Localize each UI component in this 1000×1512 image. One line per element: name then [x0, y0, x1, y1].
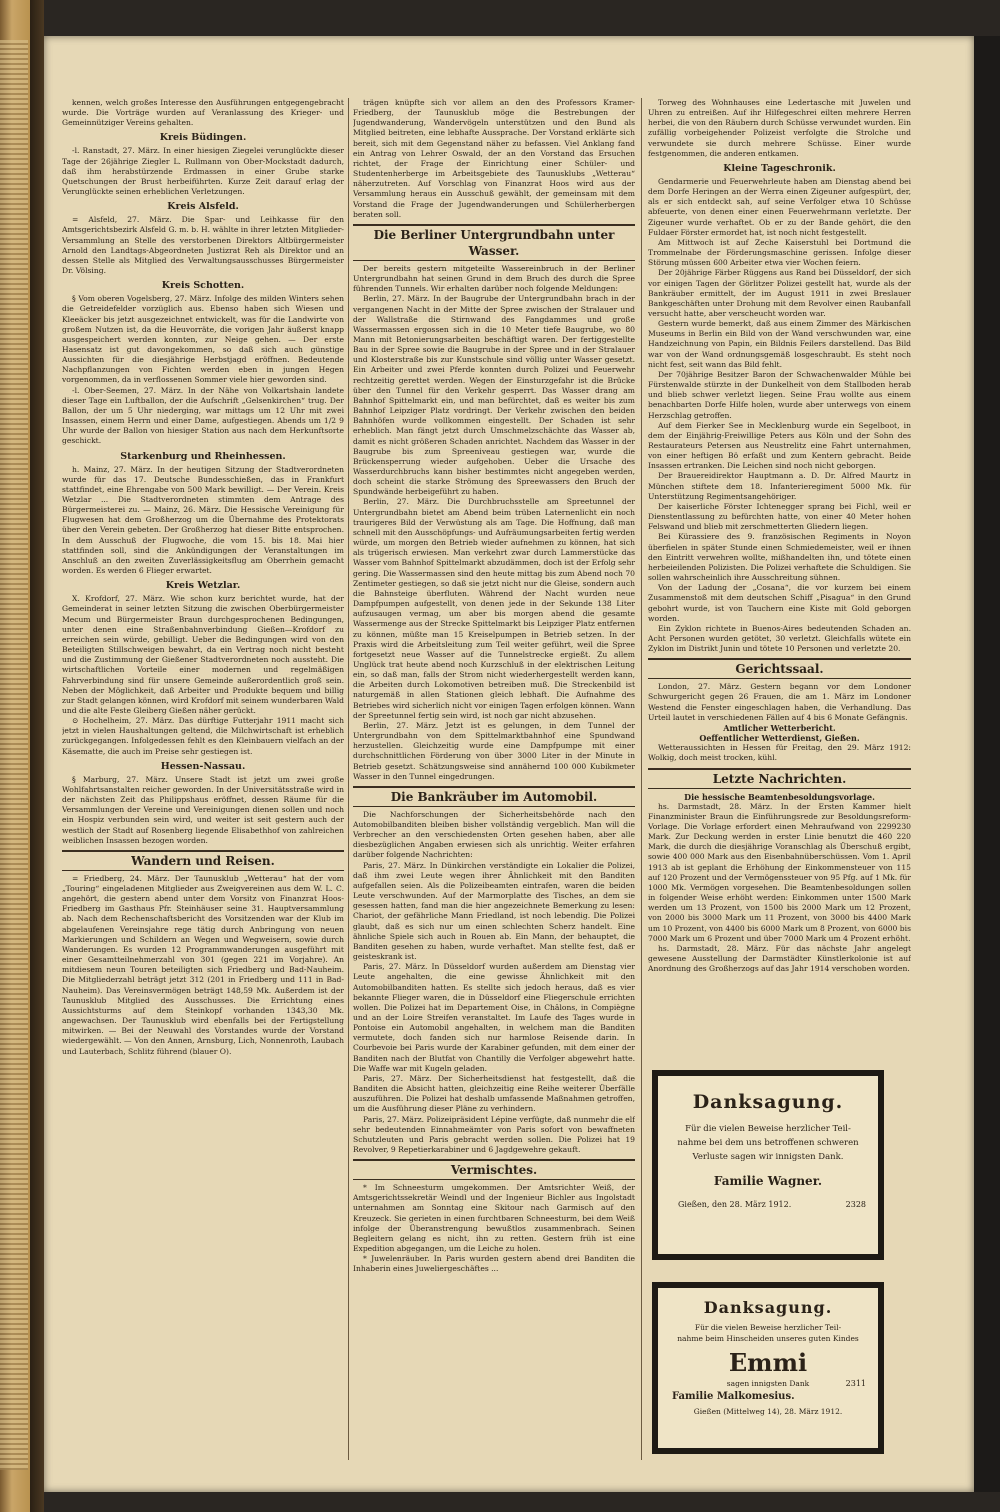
paragraph: hs. Darmstadt, 28. März. Für das nächste Jahr angelegt gewesene Ausstellung der Darmstädter Künstlerkolonie ist auf Anordnung des Großherzogs auf das Jahr 1914 verschoben worden.: [648, 943, 911, 974]
paragraph: Die Nachforschungen der Sicherheitsbehörde nach den Automobilbanditen bleiben bisher vollständig vergeblich. Man will die Verbrecher an den verschiedensten Orten gesehen haben, aber alle diesbezüglichen Angaben erwiesen sich als unrichtig. Weiter erfahren darüber folgende Nachrichten:: [353, 809, 635, 860]
paragraph: Paris, 27. März. In Düsseldorf wurden außerdem am Dienstag vier Leute angehalten, die eine gewisse Ähnlichkeit mit den Automobilbanditen hatten. Es stellte sich jedoch heraus, daß es vier bekannte Flieger waren, die in Düsseldorf eine Fliegerschule errichten wollen. Die Polizei hat im Departement Oise, in Châlons, in Compiègne und an der Loire Streifen veranstaltet. Im Laufe des Tages wurde in Pontoise ein Automobil angehalten, in welchem man die Banditen vermutete, doch fanden sich nur harmlose Reisende darin. In Courbevoie bei Paris wurde der Karabiner gefunden, mit dem einer der Banditen nach der Blutfat von Chantilly die Verfolger abgewehrt hatte. Die Waffe war mit Kugeln geladen.: [353, 962, 635, 1073]
notice-number: 2311: [845, 1379, 866, 1388]
column-3: [648, 98, 911, 1058]
paragraph: h. Mainz, 27. März. In der heutigen Sitzung der Stadtverordneten wurde für das 17. Deutsche Bundesschießen, das in Frankfurt stattfindet, eine Ehrengabe von 500 Mark bewilligt. — Der Verein. Kreis Wetzlar ... Die Stadtverordneten stimmten dem Antrage des Bürgermeisterei zu. — Mainz, 26. März. Die Hessische Vereinigung für Flugwesen hat dem Großherzog um die Übernahme des Protektorats über den Verein gebeten. Der Großherzog hat dieser Bitte entsprochen. In dem Ausschuß der Flugwoche, die vom 15. bis 18. Mai hier stattfinden soll, sind die Ankündigungen der Veranstaltungen im Anschluß an den zweiten Zuverlässigkeitsflug am Oberrhein gemacht worden. Es werden 6 Flieger erwartet.: [62, 464, 344, 576]
paragraph: § Marburg, 27. März. Unsere Stadt ist jetzt um zwei große Wohlfahrtsanstalten reicher geworden. In der Universitätsstraße wird in der nächsten Zeit das Philippshaus eröffnet, dessen Räume für die Versammlungen der Vereine und Vereinigungen dienen sollen und noch ein Hospiz verbunden sein wird, und weiter ist seit gestern auch der westlich der Stadt auf Rosenberg liegende Elisabethhof von zahlreichen weiblichen Insassen bezogen worden.: [62, 774, 344, 845]
paragraph: Gestern wurde bemerkt, daß aus einem Zimmer des Märkischen Museums in Berlin ein Bild von der Wand verschwunden war, eine Handzeichnung von Papin, ein Bildnis Feilers darstellend. Das Bild war von der Wand ordnungsgemäß losgeschraubt. Es steht noch nicht fest, seit wann das Bild fehlt.: [648, 319, 911, 369]
adjacent-page-edge: [0, 40, 28, 1470]
notice-text: Für die vielen Beweise herzlicher Teil-: [694, 1323, 842, 1332]
notice-number: 2328: [845, 1200, 866, 1209]
weather-report: Wetteraussichten in Hessen für Freitag, den 29. März 1912: Wolkig, doch meist trocken, kühl.: [648, 743, 911, 763]
notice-place-date: Gießen (Mittelweg 14), 28. März 1912.: [693, 1407, 843, 1416]
paragraph: Der 70jährige Besitzer Baron der Schwachenwalder Mühle bei Fürstenwalde stürzte in der Dunkelheit von dem Stallboden herab und blieb schwer verletzt liegen. Seine Frau wollte aus einem benachbarten Dorfe Hilfe holen, wurde aber unterwegs von einem Herzschlag getroffen.: [648, 369, 911, 420]
paragraph: * Juwelenräuber. In Paris wurden gestern abend drei Banditen die Inhaberin eines Juweliergeschäftes ...: [353, 1254, 635, 1274]
paragraph: Gendarmerie und Feuerwehrleute haben am Dienstag abend bei dem Dorfe Heringen an der Werra einen Zigeuner aufgespürt, der, als er sich entdeckt sah, auf seine Verfolger etwa 10 Schüsse abfeuerte, von denen einer einen Feuerwehrmann verletzte. Der Zigeuner wurde verhaftet. Ob er zu der Bande gehört, die den Fuldaer Förster ermordet hat, ist noch nicht festgestellt.: [648, 176, 911, 237]
notice-text: nahme beim Hinscheiden unseres guten Kindes: [677, 1334, 859, 1343]
district-heading: Hessen-Nassau.: [160, 760, 246, 772]
notice-text: sagen innigsten Dank: [726, 1379, 810, 1388]
paragraph: London, 27. März. Gestern begann vor dem Londoner Schwurgericht gegen 26 Frauen, die am 1. März im Londoner Westend die Fenster eingeschlagen haben, die Verhandlung. Das Urteil lautet in verschiedenen Fällen auf 4 bis 6 Monate Gefängnis.: [648, 682, 911, 722]
column-rule: [641, 98, 642, 1460]
notice-child-name: Emmi: [728, 1348, 808, 1377]
section-heading: Die Berliner Untergrundbahn unter Wasser.: [353, 224, 635, 261]
paragraph: Auf dem Fierker See in Mecklenburg wurde ein Segelboot, in dem der Einjährig-Freiwillige Peters aus Köln und der Sohn des Restaurateurs Petersen aus Neustrelitz eine Fahrt unternahmen, von einer heftigen Bö erfaßt und zum Kentern gebracht. Beide Insassen ertranken. Die Leichen sind noch nicht geborgen.: [648, 420, 911, 471]
notice-title: Danksagung.: [692, 1091, 844, 1113]
paragraph: Ein Zyklon richtete in Buenos-Aires bedeutenden Schaden an. Acht Personen wurden getötet, 30 verletzt. Gleichfalls wütete ein Zyklon im Distrikt Junin und tötete 10 Personen und verletzte 20.: [648, 623, 911, 654]
paragraph: Der 20jährige Färber Rüggens aus Rand bei Düsseldorf, der sich vor einigen Tagen der Görlitzer Polizei gestellt hat, wurde als der Bankräuber ermittelt, der im August 1911 in zwei Breslauer Bankgeschäften unter Drohung mit dem Revolver einen Raubanfall versucht hatte, aber verscheucht worden war.: [648, 268, 911, 318]
section-heading: Vermischtes.: [353, 1159, 635, 1180]
notice-text: nahme bei dem uns betroffenen schweren: [677, 1138, 859, 1148]
notice-title: Danksagung.: [703, 1298, 833, 1317]
paragraph: Der Brauereidirektor Hauptmann a. D. Dr. Alfred Maurtz in München stiftete dem 18. Infanterieregiment 5000 Mk. für Unterstützung Regimentsangehöriger.: [648, 471, 911, 501]
paragraph: = Alsfeld, 27. März. Die Spar- und Leihkasse für den Amtsgerichtsbezirk Alsfeld G. m. b. H. wählte in ihrer letzten Mitglieder-Versammlung an Stelle des verstorbenen Direktors Altbürgermeister Arnold den Landtags-Abgeordneten Justizrat Reh als Direktor und an dessen Stelle als Mitglied des Verwaltungsausschusses Bürgermeister Dr. Völsing.: [62, 215, 344, 276]
notice-text-row: [658, 1378, 878, 1389]
paragraph: trägen knüpfte sich vor allem an den des Professors Kramer-Friedberg, der Taunusklub möge die Bestrebungen der Jugendwanderung, Wandervögeln unterstützen und den Bund als Mitglied beitreten, eine lebhafte Aussprache. Der Vorstand erklärte sich bereit, sich mit dem Gegenstand näher zu befassen. Viel Anklang fand ein Antrag von Lehrer Oswald, der an den Vorstand das Ersuchen richtet, der Frage der Einrichtung einer Schüler- und Studentenherberge im Arbeitsgebiete des Taunusklubs „Wetterau“ näherzutreten. Auf Vorschlag von Finanzrat Hoos wird aus der Versammlung heraus ein Ausschuß gewählt, der gemeinsam mit dem Vorstand die Frage der Jugendwanderungen und Schülerherbergen beraten soll.: [353, 98, 635, 219]
section-heading: Gerichtssaal.: [648, 658, 911, 679]
district-heading: Kreis Wetzlar.: [165, 580, 241, 592]
column-1: [62, 98, 344, 1460]
thanks-notice-wagner: [652, 1070, 884, 1260]
paragraph: Paris, 27. März. Der Sicherheitsdienst hat festgestellt, daß die Banditen die Absicht hatten, gleichzeitig eine Reihe weiterer Überfälle auszuführen. Die Polizei hat deshalb umfassende Maßnahmen getroffen, um die Ausführung dieser Pläne zu verhindern.: [353, 1073, 635, 1114]
notice-text: Für die vielen Beweise herzlicher Teil-: [685, 1124, 851, 1134]
weather-heading: Amtlicher Wetterbericht.: [723, 722, 836, 733]
paragraph: Der kaiserliche Förster Ichtenegger sprang bei Fichl, weil er Dienstentlassung zu befürchten hatte, von einer 40 Meter hohen Felswand und blieb mit zerschmetterten Gliedern liegen.: [648, 501, 911, 532]
paragraph: * Im Schneesturm umgekommen. Der Amtsrichter Weiß, der Amtsgerichtssekretär Weindl und der Ingenieur Bichler aus Ingolstadt unternahmen am Sonntag eine Skitour nach Garmisch auf den Kreuzeck. Sie gerieten in einen furchtbaren Schneesturm, bei dem Weiß infolge der Überanstrengung bewußtlos zusammenbrach. Seinen Begleitern gelang es nicht, ihn zu retten. Gestern früh ist eine Expedition abgegangen, um die Leiche zu holen.: [353, 1183, 635, 1254]
paragraph: Paris, 27. März. In Dünkirchen verständigte ein Lokalier die Polizei, daß ihm zwei Leute wegen ihrer Ähnlichkeit mit den Banditen aufgefallen seien. Als die Polizeibeamten eintrafen, waren die beiden Leute verschwunden. Auf der Marmorplatte des Tisches, an dem sie gesessen hatten, fand man die hier angezeichnete Bemerkung zu lesen: Chariot, der gefährliche Mann Friedland, ist noch lebendig. Die Polizei glaubt, daß es sich nur um einen schlechten Scherz handelt. Eine ähnliche Spiele sich auch in Rouen ab. Ein Mann, der behauptet, die Banditen gesehen zu haben, wurde verhaftet. Man stellte fest, daß er geisteskrank ist.: [353, 860, 635, 962]
paragraph: ⊙ Hochelheim, 27. März. Das dürftige Futterjahr 1911 macht sich jetzt in vielen Haushaltungen geltend, die Milchwirtschaft ist erheblich zurückgegangen. Infolgedessen fehlt es den Kleinbauern vielfach an der Käsematte, die auch im Preise sehr gestiegen ist.: [62, 716, 344, 756]
paragraph: § Vom oberen Vogelsberg, 27. März. Infolge des milden Winters sehen die Getreidefelder vorzüglich aus. Ebenso haben sich Wiesen und Kleeäcker bis jetzt ausgezeichnet entwickelt, was für die Landwirte von großem Nutzen ist, da die Heuvorräte, die vorigen Jahr äußerst knapp ausgespeichert werden konnten, zur Neige gehen. — Der erste Hasensatz ist gut davongekommen, so daß sich auch günstige Aussichten für die diesjährige Herbstjagd eröffnen. Bedeutende Nachpflanzungen von Fichten werden eben in jungen Hegen vorgenommen, da in verflossenen Sommer viele hier geworden sind.: [62, 294, 344, 385]
column-2: [353, 98, 635, 1460]
notice-signature: Familie Wagner.: [713, 1174, 823, 1188]
district-heading: Kreis Schotten.: [161, 280, 245, 292]
district-heading: Starkenburg und Rheinhessen.: [120, 450, 286, 462]
notice-place-date: Gießen, den 28. März 1912.: [678, 1200, 792, 1209]
scan-border-right: [974, 36, 1000, 1492]
notice-signature: Familie Malkomesius.: [672, 1391, 795, 1402]
paragraph: Paris, 27. März. Polizeipräsident Lépine verfügte, daß nunmehr die elf sehr bedeutenden Einnahmeämter von Paris sofort von bewaffneten Schutzleuten und Paris gebracht werden sollen. Die Polizei hat 19 Revolver, 9 Repetierkarabiner und 6 Jagdgewehre gekauft.: [353, 1114, 635, 1154]
paragraph: Torweg des Wohnhauses eine Ledertasche mit Juwelen und Uhren zu entreißen. Auf ihr Hilfegeschrei eilten mehrere Herren herbei, die von den Räubern durch Schüsse verwundet wurden. Ein zufällig vorbeigehender Polizeist verfolgte die Strolche und verwundete sie durch mehrere Schüsse. Einer wurde festgenommen, die anderen entkamen.: [648, 98, 911, 158]
news-heading: Kleine Tageschronik.: [723, 162, 836, 174]
weather-subheading: Oeffentlicher Wetterdienst, Gießen.: [699, 733, 860, 744]
district-heading: Kreis Alsfeld.: [167, 201, 239, 213]
district-heading: Kreis Büdingen.: [159, 132, 247, 144]
paragraph: Am Mittwoch ist auf Zeche Kaiserstuhl bei Dortmund die Trommelnabe der Förderungsmaschine gerissen. Infolge dieser Störung müssen 600 Arbeiter etwa vier Wochen feiern.: [648, 237, 911, 268]
paragraph: Bei Kürassiere des 9. französischen Regiments in Noyon überfielen in später Stunde einen Schmiedemeister, weil er ihnen den Eintritt verwehren wollte, mißhandelten ihn, und tötete einen herbeieilenden Polizisten. Die Polizei verhaftete die Schuldigen. Sie sollen wahrscheinlich ihre Ausschreitung sühnen.: [648, 532, 911, 583]
notice-text: Verluste sagen wir innigsten Dank.: [692, 1152, 844, 1162]
paragraph: -l. Ranstadt, 27. März. In einer hiesigen Ziegelei verunglückte dieser Tage der 26jährige Ziegler L. Rullmann von Ober-Mockstadt dadurch, daß ihm herabstürzende Erdmassen in einer Grube starke Quetschungen der Brust herbeiführten. Kurze Zeit darauf erlag der Verunglückte seinen erheblichen Verletzungen.: [62, 146, 344, 197]
paragraph: X. Krofdorf, 27. März. Wie schon kurz berichtet wurde, hat der Gemeinderat in seiner letzten Sitzung die zwischen Oberbürgermeister Mecum und Bürgermeister Braun durchgesprochenen Bedingungen, unter denen eine Straßenbahnverbindung Gießen—Krofdorf zu erreichen sein würde, gebilligt. Ueber die Bedingungen wird von den Beteiligten Stillschweigen bewahrt, da ein Vertrag noch nicht besteht und die Zustimmung der Gießener Stadtverordneten noch aussteht. Die wirtschaftlichen Vorteile einer modernen und regelmäßigen Fahrverbindung sind für unsere Gemeinde außerordentlich groß sein. Neben der Möglichkeit, daß Arbeiter und Produkte bequem und billig zur Stadt gelangen können, wird Krofdorf mit seinem wunderbaren Wald und die alte Feste Gleiberg Gießen näher gerückt.: [62, 594, 344, 715]
section-heading: Letzte Nachrichten.: [648, 768, 911, 789]
paragraph: Der bereits gestern mitgeteilte Wassereinbruch in der Berliner Untergrundbahn hat seinen Grund in dem Bruch des durch die Spree führenden Tunnels. Wir erhalten darüber noch folgende Meldungen:: [353, 263, 635, 294]
column-rule: [348, 98, 349, 1460]
paragraph: Von der Ladung der „Cosana“, die vor kurzem bei einem Zusammenstoß mit dem deutschen Schiff „Pisagua“ in den Grund gebohrt wurde, ist von Tauchern eine Kiste mit Gold geborgen worden.: [648, 583, 911, 623]
section-heading: Wandern und Reisen.: [62, 850, 344, 871]
book-gutter: [30, 0, 44, 1512]
section-heading: Die Bankräuber im Automobil.: [353, 786, 635, 807]
notice-footer: [658, 1198, 878, 1212]
paragraph: Berlin, 27. März. Die Durchbruchsstelle am Spreetunnel der Untergrundbahn bietet am Abend beim trüben Laternenlicht ein noch traurigeres Bild der Verwüstung als am Tage. Die Hoffnung, daß man schnell mit den Ausschöpfungs- und Aufräumungsarbeiten fertig werden würde, um morgen den Betrieb wieder aufnehmen zu können, hat sich als trügerisch erwiesen. Man verkehrt zwar durch Lammerstücke das Wasser vom Bahnhof Spittelmarkt abzudämmen, doch ist der Erfolg sehr gering. Die Wassermassen sind den heute mittag bis zum Abend noch 70 Zentimeter gestiegen, so daß sie jetzt nicht nur die Gleise, sondern auch die Bahnsteige überfluten. Während der Nacht wurden neue Dampfpumpen aufgestellt, von denen jede in der Sekunde 138 Liter aufzusaugen vermag, um aber bis morgen abend die gesamte Wassermenge aus der Strecke Spittelmarkt bis Leipziger Platz entfernen zu können, müßte man 15 Kreiselpumpen in Betrieb setzen. In der Praxis wird die Arbeitsleitung zum Teil weiter geführt, weil die Spree fortgesetzt neue Wasser auf die Tunnelstrecke ergießt. Zu allem Unglück trat heute abend noch Kurzschluß in der elektrischen Leitung ein, so daß man, falls der Strom nicht wiederhergestellt werden kann, die Arbeiten durch Lokomotiven betreiben muß. Die Streckenbild ist naturgemäß in allen Stationen gleich lebhaft. Die Aufnahme des Betriebes wird sicherlich nicht vor einigen Tagen erfolgen können. Wann der Spreetunnel fertig sein wird, ist noch gar nicht abzusehen.: [353, 497, 635, 720]
paragraph: kennen, welch großes Interesse den Ausführungen entgegengebracht wurde. Die Vorträge wurden auf Veranlassung des Krieger- und Gemeinnütziger Vereins gehalten.: [62, 98, 344, 128]
paragraph: Berlin, 27. März. In der Baugrube der Untergrundbahn brach in der vergangenen Nacht in der Mitte der Spree zwischen der Stralauer und der Wallstraße die Stirnwand des Fangdammes und große Wassermassen ergossen sich in die 10 Meter tiefe Baugrube, wo 80 Mann mit Betonierungsarbeiten beschäftigt waren. Der fertiggestellte Bau in der Spree sowie die Baugrube in der Spree und in der Stralauer und Klosterstraße bis zur Kunstschule sind völlig unter Wasser gesetzt. Ein Arbeiter und zwei Pferde konnten durch Polizei und Feuerwehr rechtzeitig gerettet werden. Wegen der Einsturzgefahr ist die Brücke über den Tunnel für den Verkehr gesperrt. Das Wasser drang am Bahnhof Spittelmarkt ein, und man befürchtet, daß es weiter bis zum Bahnhof Leipziger Platz vordringt. Der Verkehr zwischen den beiden Bahnhöfen wurde vollkommen eingestellt. Der Schaden ist sehr erheblich. Man fängt jetzt durch Umschmelzschächte das Wasser ab, damit es nicht größeren Schaden anrichtet. Nachdem das Wasser in der Baugrube bis zum Spreeniveau gestiegen war, wurde die Brückensperrung wieder aufgehoben. Ueber die Ursache des Wasserdurchbruchs kann bisher bestimmtes nicht angegeben werden, doch scheint die starke Strömung des Spreewassers den Bruch der Spundwände herbeigeführt zu haben.: [353, 294, 635, 497]
paragraph: -l. Ober-Seemen, 27. März. In der Nähe von Volkartshain landete dieser Tage ein Luftballon, der die Aufschrift „Gelsenkirchen“ trug. Der Ballon, der um 5 Uhr niederging, war mittags um 12 Uhr mit zwei Insassen, einem Herrn und einer Dame, aufgestiegen. Abends um 1/2 9 Uhr wurde der Ballon von hiesiger Station aus nach dem Herkunftsorte geschickt.: [62, 385, 344, 446]
paragraph: Berlin, 27. März. Jetzt ist es gelungen, in dem Tunnel der Untergrundbahn von dem Spittelmarktbahnhof eine Spundwand herzustellen. Gleichzeitig wurde eine Dampfpumpe mit einer durchschnittlichen Förderung von über 3000 Liter in der Minute in Betrieb gesetzt. Schätzungsweise sind annähernd 100 000 Kubikmeter Wasser in den Tunnel eingedrungen.: [353, 720, 635, 781]
news-heading: Die hessische Beamtenbesoldungsvorlage.: [684, 791, 875, 802]
paragraph: hs. Darmstadt, 28. März. In der Ersten Kammer hielt Finanzminister Braun die Einführungsrede zur Besoldungsreform-Vorlage. Die Vorlage erfordert einen Mehraufwand von 2299230 Mark. Zur Deckung werden in erster Linie benutzt die 460 220 Mark, die durch die diesjährige Voranschlag als Überschuß ergibt, sowie 400 000 Mark aus den Eisenbahnüberschüssen. Vom 1. April 1913 ab ist geplant die Erhöhung der Einkommensteuer von 115 auf 120 Prozent und der Vermögenssteuer von 95 Pfg. auf 1 Mk. für 1000 Mk. Vermögen vorgesehen. Die Beamtenbesoldungen sollen in folgender Weise erhöht werden: Einkommen unter 1500 Mark werden um 13 Prozent, von 1500 bis 2000 Mark um 12 Prozent, von 2000 bis 3000 Mark um 11 Prozent, von 3000 bis 4400 Mark um 10 Prozent, von 4400 bis 6000 Mark um 8 Prozent, von 6000 bis 7000 Mark um 6 Prozent und über 7000 Mark um 4 Prozent erhöht.: [648, 801, 911, 943]
paragraph: = Friedberg, 24. März. Der Taunusklub „Wetterau“ hat der vom „Touring“ eingeladenen Mitglieder aus Zweigvereinen aus dem W. L. C. angehört, die gestern abend unter dem Vorsitz von Finanzrat Hoos-Friedberg im Gasthaus Pfr. Steinhäuser seine 31. Hauptversammlung ab. Nach dem Rechenschaftsbericht des Vorsitzenden war der Klub im abgelaufenen Vereinsjahre rege tätig durch Anbringung von neuen Markierungen und Schildern an Wegen und Wegweisern, sowie durch Wanderungen. Es wurden 12 Programmwanderungen ausgeführt mit einer Gesamtteilnehmerzahl von 301 (gegen 221 im Vorjahre). An mitdiesem neun Touren beteiligten sich Friedberg und Bad-Nauheim. Die Mitgliederzahl beträgt jetzt 312 (201 in Friedberg und 111 in Bad-Nauheim). Das Vereinsvermögen beträgt 148,59 Mk. Außerdem ist der Taunusklub Mitglied des Ausschusses. Die Errichtung eines Aussichtsturms auf dem Steinkopf vorhanden 1343,30 Mk. angewachsen. Der Taunusklub wird ebenfalls bei der Fertigstellung mitwirken. — Bei der Neuwahl des Vorstandes wurde der Vorstand wiedergewählt. — Von den Annen, Arnsburg, Lich, Nonnenroth, Laubach und Lauterbach, Schlitz führend (blauer O).: [62, 873, 344, 1056]
thanks-notice-malkomesius: [652, 1282, 884, 1454]
